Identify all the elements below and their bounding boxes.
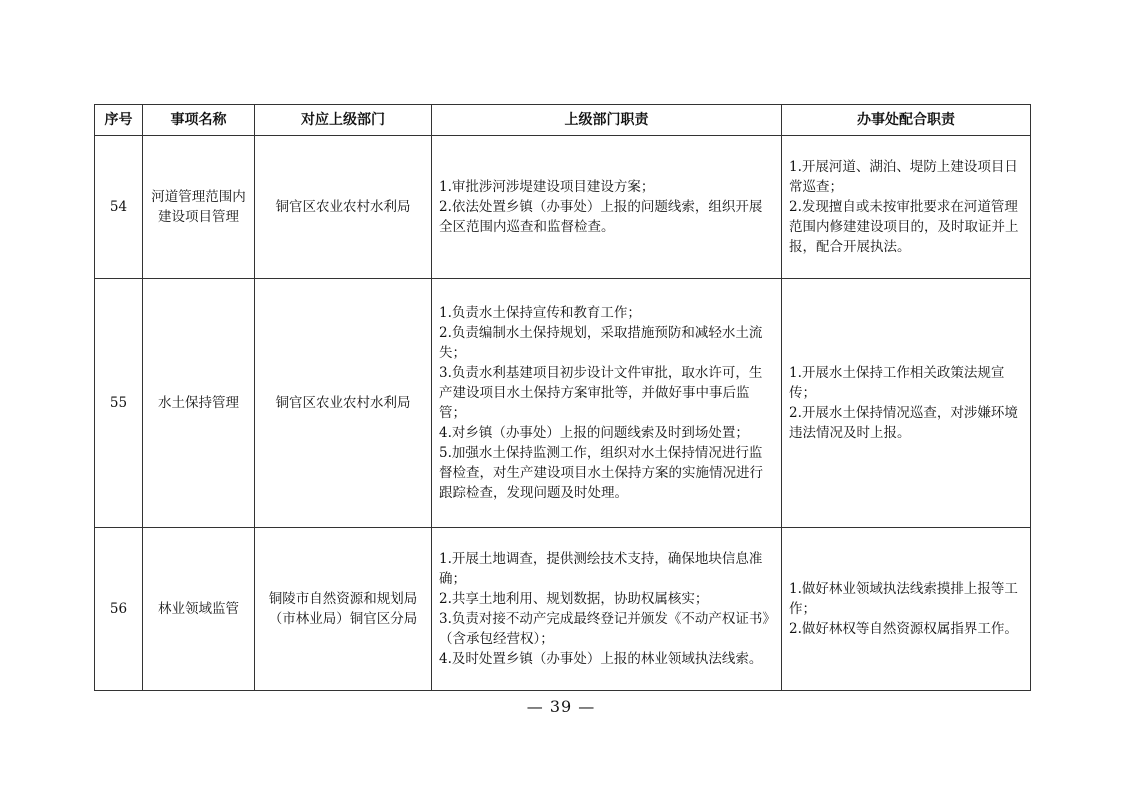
header-no: 序号 [95, 105, 143, 136]
page-number: — 39 — [526, 697, 596, 716]
upper-duty-item: 3.负责水利基建项目初步设计文件审批，取水许可，生产建设项目水土保持方案审批等，并做好事中事后监管； [439, 365, 763, 421]
office-duty-item: 2.发现擅自或未按审批要求在河道管理范围内修建建设项目的，及时取证并上报，配合开展执法。 [789, 199, 1019, 255]
office-duty-item: 1.做好林业领域执法线索摸排上报等工作； [789, 581, 1018, 617]
upper-duty-item: 1.负责水土保持宣传和教育工作； [439, 305, 641, 321]
upper-duty-item: 5.加强水土保持监测工作，组织对水土保持情况进行监督检查，对生产建设项目水土保持方案的实施情况进行跟踪检查，发现问题及时处理。 [439, 445, 763, 501]
upper-duty-item: 1.审批涉河涉堤建设项目建设方案； [439, 179, 655, 195]
office-duty-item: 2.做好林权等自然资源权属指界工作。 [789, 621, 1018, 637]
office-duty-item: 2.开展水土保持情况巡查，对涉嫌环境违法情况及时上报。 [789, 405, 1018, 441]
department: 铜官区农业农村水利局 [255, 279, 432, 528]
header-department: 对应上级部门 [255, 105, 432, 136]
department: 铜陵市自然资源和规划局（市林业局）铜官区分局 [255, 528, 432, 691]
upper-duty-item: 2.负责编制水土保持规划，采取措施预防和减轻水土流失； [439, 325, 763, 361]
row-number: 54 [95, 136, 143, 279]
table-row [95, 528, 1031, 691]
header-office-duties: 办事处配合职责 [782, 105, 1031, 136]
table-row [95, 279, 1031, 528]
department: 铜官区农业农村水利局 [255, 136, 432, 279]
upper-duties [432, 136, 782, 279]
table-row [95, 136, 1031, 279]
upper-duty-item: 2.共享土地利用、规划数据，协助权属核实； [439, 591, 709, 607]
header-upper-duties: 上级部门职责 [432, 105, 782, 136]
office-duties [782, 528, 1031, 691]
office-duties [782, 279, 1031, 528]
upper-duty-item: 2.依法处置乡镇（办事处）上报的问题线索，组织开展全区范围内巡查和监督检查。 [439, 199, 763, 235]
header-item-name: 事项名称 [143, 105, 255, 136]
duties-table [94, 104, 1031, 691]
upper-duty-item: 3.负责对接不动产完成最终登记并颁发《不动产权证书》（含承包经营权）； [439, 611, 770, 647]
upper-duty-item: 1.开展土地调查，提供测绘技术支持，确保地块信息准确； [439, 551, 763, 587]
upper-duty-item: 4.及时处置乡镇（办事处）上报的林业领域执法线索。 [439, 651, 763, 667]
item-name: 林业领域监管 [143, 528, 255, 691]
office-duty-item: 1.开展河道、湖泊、堤防上建设项目日常巡查； [789, 159, 1018, 195]
row-number: 55 [95, 279, 143, 528]
office-duties [782, 136, 1031, 279]
upper-duties [432, 279, 782, 528]
upper-duties [432, 528, 782, 691]
row-number: 56 [95, 528, 143, 691]
office-duty-item: 1.开展水土保持工作相关政策法规宣传； [789, 365, 1005, 401]
upper-duty-item: 4.对乡镇（办事处）上报的问题线索及时到场处置； [439, 425, 749, 441]
table-header-row [95, 105, 1031, 136]
item-name: 河道管理范围内建设项目管理 [143, 136, 255, 279]
item-name: 水土保持管理 [143, 279, 255, 528]
